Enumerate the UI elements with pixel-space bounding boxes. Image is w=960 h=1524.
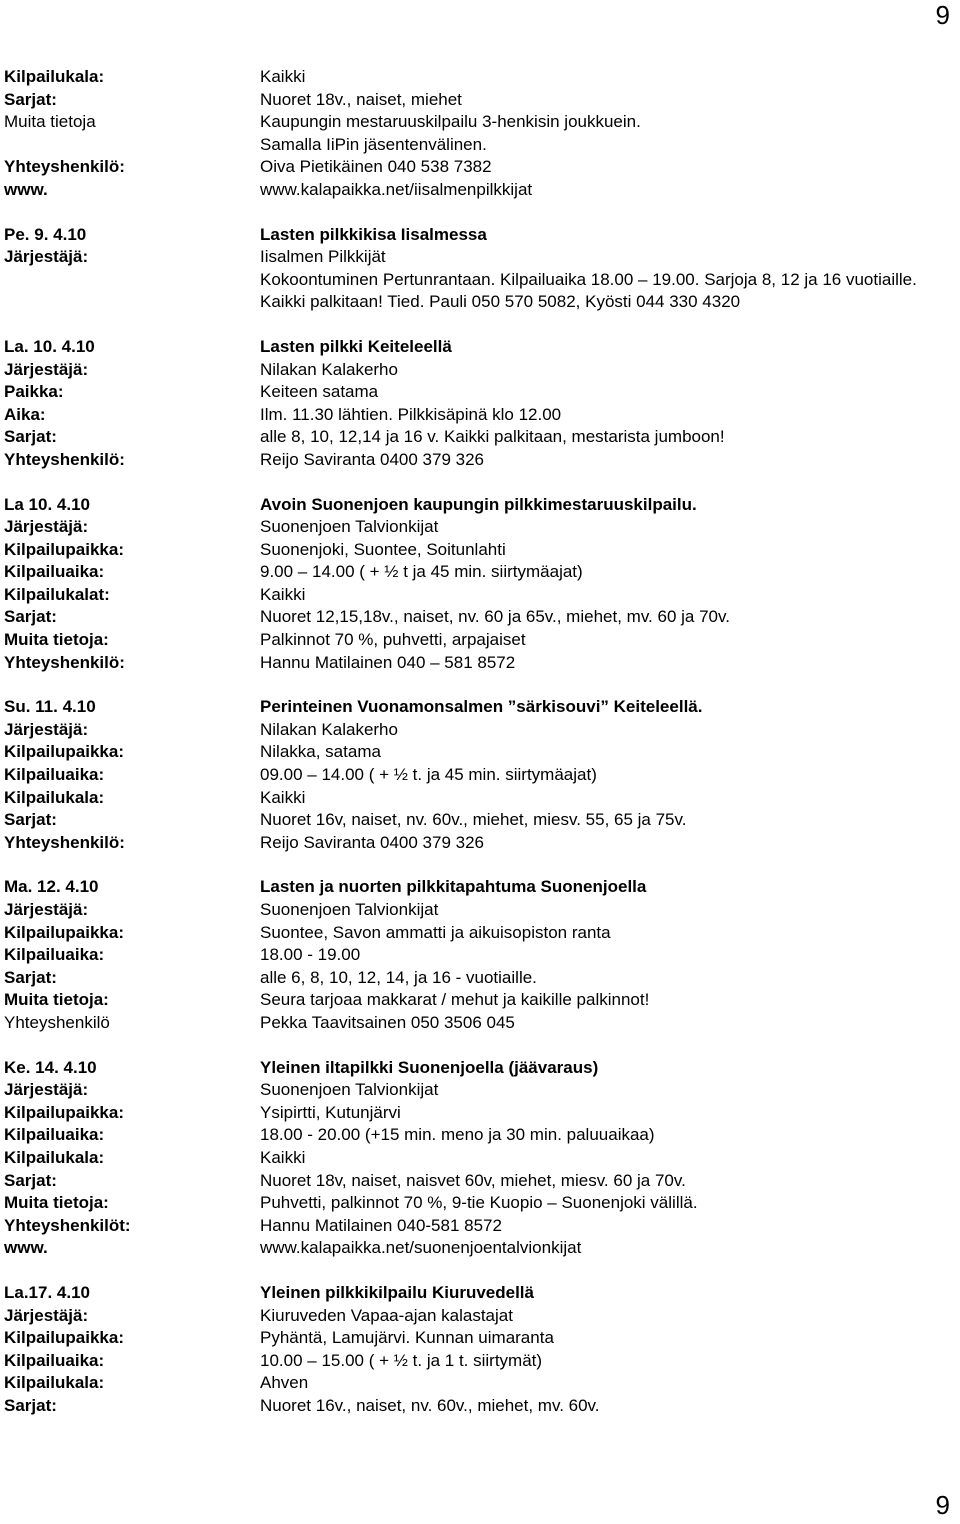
field-label: Kilpailukala: xyxy=(4,1147,105,1167)
field-value: Palkinnot 70 %, puhvetti, arpajaiset xyxy=(260,630,526,650)
event-row xyxy=(4,1395,954,1418)
event-row xyxy=(4,989,954,1012)
field-value: Pyhäntä, Lamujärvi. Kunnan uimaranta xyxy=(260,1328,554,1348)
field-value: www.kalapaikka.net/iisalmenpilkkijat xyxy=(260,179,533,199)
event-row xyxy=(4,629,954,652)
event-row xyxy=(4,764,954,787)
field-label: Yhteyshenkilö: xyxy=(4,157,125,177)
event-row xyxy=(4,359,954,382)
field-label: Yhteyshenkilö: xyxy=(4,449,125,469)
field-label: Kilpailukala: xyxy=(4,67,105,86)
event-row xyxy=(4,1079,954,1102)
field-value: 09.00 – 14.00 ( + ½ t. ja 45 min. siirtymäajat) xyxy=(260,765,597,785)
event-row xyxy=(4,787,954,810)
event-row xyxy=(4,404,954,427)
field-value: Suontee, Savon ammatti ja aikuisopiston ranta xyxy=(260,922,611,942)
event-row xyxy=(4,494,954,517)
field-label: Yhteyshenkilöt: xyxy=(4,1215,131,1235)
field-label: La. 10. 4.10 xyxy=(4,336,95,356)
event-row xyxy=(4,1305,954,1328)
field-label: Kilpailupaikka: xyxy=(4,1328,124,1348)
event-title: Lasten pilkki Keiteleellä xyxy=(260,336,452,356)
event-title: Avoin Suonenjoen kaupungin pilkkimestaruuskilpailu. xyxy=(260,494,697,514)
event-row xyxy=(4,336,954,359)
event-row xyxy=(4,606,954,629)
field-label: Sarjat: xyxy=(4,1170,57,1190)
field-value: Suonenjoen Talvionkijat xyxy=(260,900,439,919)
field-label: Muita tietoja: xyxy=(4,990,109,1010)
field-label: Ma. 12. 4.10 xyxy=(4,877,99,897)
field-value: Oiva Pietikäinen 040 538 7382 xyxy=(260,157,492,177)
event-row xyxy=(4,1012,954,1035)
field-value: Kaikki xyxy=(260,787,306,807)
field-label: Kilpailupaikka: xyxy=(4,539,124,559)
field-value: Ilm. 11.30 lähtien. Pilkkisäpinä klo 12.00 xyxy=(260,404,562,424)
event-row xyxy=(4,944,954,967)
field-value: Nilakan Kalakerho xyxy=(260,359,398,379)
field-label: Pe. 9. 4.10 xyxy=(4,224,87,244)
event-row xyxy=(4,652,954,675)
field-label: www. xyxy=(4,1238,48,1258)
field-label: Kilpailukalat: xyxy=(4,584,110,604)
field-value: Pekka Taavitsainen 050 3506 045 xyxy=(260,1012,515,1032)
event-block xyxy=(4,1057,954,1260)
field-value: Iisalmen Pilkkijät xyxy=(260,247,386,267)
field-label: Kilpailuaika: xyxy=(4,1125,105,1145)
event-row xyxy=(4,426,954,449)
field-value: Nuoret 12,15,18v., naiset, nv. 60 ja 65v., miehet, mv. 60 ja 70v. xyxy=(260,607,730,627)
field-value: 10.00 – 15.00 ( + ½ t. ja 1 t. siirtymät) xyxy=(260,1350,543,1370)
field-value: Suonenjoen Talvionkijat xyxy=(260,1080,439,1100)
field-label: Paikka: xyxy=(4,382,64,402)
event-block xyxy=(4,66,954,202)
field-label: Kilpailupaikka: xyxy=(4,1102,124,1122)
field-label: La.17. 4.10 xyxy=(4,1282,91,1302)
event-row xyxy=(4,224,954,247)
event-row xyxy=(4,922,954,945)
event-row xyxy=(4,967,954,990)
field-value: alle 8, 10, 12,14 ja 16 v. Kaikki palkitaan, mestarista jumboon! xyxy=(260,427,725,447)
field-label: Kilpailukala: xyxy=(4,1373,105,1393)
event-row xyxy=(4,539,954,562)
field-value: Reijo Saviranta 0400 379 326 xyxy=(260,832,484,852)
event-row xyxy=(4,696,954,719)
field-value: Puhvetti, palkinnot 70 %, 9-tie Kuopio – Suonenjoki välillä. xyxy=(260,1193,698,1213)
event-row xyxy=(4,719,954,742)
event-row xyxy=(4,156,954,179)
field-value: Seura tarjoaa makkarat / mehut ja kaikille palkinnot! xyxy=(260,990,650,1010)
field-value: 18.00 - 19.00 xyxy=(260,945,361,965)
field-label: Järjestäjä: xyxy=(4,1080,89,1100)
event-title: Lasten ja nuorten pilkkitapahtuma Suonenjoella xyxy=(260,877,647,897)
event-row xyxy=(4,1192,954,1215)
field-label: Yhteyshenkilö xyxy=(4,1012,110,1032)
field-label: Yhteyshenkilö: xyxy=(4,652,125,672)
event-row xyxy=(4,1170,954,1193)
field-label: Sarjat: xyxy=(4,810,57,830)
field-value: www.kalapaikka.net/suonenjoentalvionkijat xyxy=(260,1238,582,1258)
field-value: Nuoret 18v., naiset, miehet xyxy=(260,89,462,109)
event-row xyxy=(4,1237,954,1260)
event-row xyxy=(4,134,954,157)
event-row xyxy=(4,246,954,269)
field-label: Sarjat: xyxy=(4,607,57,627)
field-label: Muita tietoja: xyxy=(4,1193,109,1213)
event-row xyxy=(4,89,954,112)
event-row xyxy=(4,516,954,539)
field-label: www. xyxy=(4,179,48,199)
field-value: Hannu Matilainen 040-581 8572 xyxy=(260,1215,502,1235)
field-label: Sarjat: xyxy=(4,1395,57,1415)
field-label: Sarjat: xyxy=(4,967,57,987)
field-value: Kaikki xyxy=(260,584,306,604)
event-row xyxy=(4,741,954,764)
event-row xyxy=(4,1350,954,1373)
event-row xyxy=(4,1057,954,1080)
field-label: Muita tietoja xyxy=(4,112,96,132)
field-label xyxy=(4,134,260,157)
field-label: Kilpailuaika: xyxy=(4,945,105,965)
event-block xyxy=(4,1282,954,1418)
field-label xyxy=(4,269,260,314)
field-label: Kilpailupaikka: xyxy=(4,742,124,762)
page-number-top: 9 xyxy=(935,0,950,30)
event-row xyxy=(4,1102,954,1125)
field-label: Järjestäjä: xyxy=(4,1305,89,1325)
field-label: Sarjat: xyxy=(4,427,57,447)
field-value: 9.00 – 14.00 ( + ½ t ja 45 min. siirtymäajat) xyxy=(260,562,583,582)
field-value: Hannu Matilainen 040 – 581 8572 xyxy=(260,652,516,672)
field-label: Kilpailupaikka: xyxy=(4,922,124,942)
field-label: Järjestäjä: xyxy=(4,719,89,739)
event-row xyxy=(4,1215,954,1238)
event-row xyxy=(4,832,954,855)
event-row xyxy=(4,1372,954,1395)
event-title: Perinteinen Vuonamonsalmen ”särkisouvi” Keiteleellä. xyxy=(260,697,703,717)
event-row xyxy=(4,66,954,89)
field-value: Kaikki xyxy=(260,67,306,86)
event-row xyxy=(4,584,954,607)
field-label: Järjestäjä: xyxy=(4,247,89,267)
event-block xyxy=(4,494,954,675)
field-value: Ysipirtti, Kutunjärvi xyxy=(260,1102,401,1122)
event-title: Yleinen iltapilkki Suonenjoella (jäävaraus) xyxy=(260,1057,599,1077)
field-label: Aika: xyxy=(4,404,46,424)
field-label: Muita tietoja: xyxy=(4,630,109,650)
event-row xyxy=(4,1282,954,1305)
field-value: Kokoontuminen Pertunrantaan. Kilpailuaika 18.00 – 19.00. Sarjoja 8, 12 ja 16 vuotiaille. Kaikki palkitaan! Tied. Pauli 050 570 5082, Kyösti 044 330 4320 xyxy=(260,269,917,312)
event-block xyxy=(4,224,954,314)
field-value: Kiuruveden Vapaa-ajan kalastajat xyxy=(260,1305,513,1325)
field-label: Kilpailuaika: xyxy=(4,562,105,582)
event-block xyxy=(4,336,954,472)
field-label: Kilpailuaika: xyxy=(4,765,105,785)
field-label: Su. 11. 4.10 xyxy=(4,697,96,717)
event-row xyxy=(4,449,954,472)
event-row xyxy=(4,111,954,134)
event-row xyxy=(4,1327,954,1350)
field-value: Nilakka, satama xyxy=(260,742,381,762)
field-value: Nilakan Kalakerho xyxy=(260,719,398,739)
event-row xyxy=(4,1124,954,1147)
field-label: La 10. 4.10 xyxy=(4,494,91,514)
event-list xyxy=(4,66,954,1439)
event-row xyxy=(4,269,954,314)
field-label: Yhteyshenkilö: xyxy=(4,832,125,852)
field-value: Kaikki xyxy=(260,1147,306,1167)
field-value: Nuoret 18v, naiset, naisvet 60v, miehet, miesv. 60 ja 70v. xyxy=(260,1170,686,1190)
field-value: Kaupungin mestaruuskilpailu 3-henkisin joukkuein. xyxy=(260,112,641,132)
event-block xyxy=(4,876,954,1034)
event-row xyxy=(4,561,954,584)
field-label: Kilpailukala: xyxy=(4,787,105,807)
field-value: Reijo Saviranta 0400 379 326 xyxy=(260,449,484,469)
event-title: Yleinen pilkkikilpailu Kiuruvedellä xyxy=(260,1282,534,1302)
field-label: Kilpailuaika: xyxy=(4,1350,105,1370)
event-row xyxy=(4,1147,954,1170)
field-value: Nuoret 16v., naiset, nv. 60v., miehet, mv. 60v. xyxy=(260,1395,600,1415)
event-row xyxy=(4,876,954,899)
field-value: alle 6, 8, 10, 12, 14, ja 16 - vuotiaille. xyxy=(260,967,537,987)
field-value: Suonenjoen Talvionkijat xyxy=(260,517,439,537)
field-label: Ke. 14. 4.10 xyxy=(4,1057,97,1077)
event-block xyxy=(4,696,954,854)
field-label: Järjestäjä: xyxy=(4,517,89,537)
field-value: Ahven xyxy=(260,1373,309,1393)
field-label: Järjestäjä: xyxy=(4,900,89,919)
event-row xyxy=(4,179,954,202)
event-row xyxy=(4,381,954,404)
page-number-bottom: 9 xyxy=(935,1490,950,1520)
event-row xyxy=(4,899,954,922)
field-label: Sarjat: xyxy=(4,89,57,109)
event-title: Lasten pilkkikisa Iisalmessa xyxy=(260,224,487,244)
field-value: Samalla IiPin jäsentenvälinen. xyxy=(260,134,487,154)
field-value: 18.00 - 20.00 (+15 min. meno ja 30 min. paluuaikaa) xyxy=(260,1125,655,1145)
field-value: Suonenjoki, Suontee, Soitunlahti xyxy=(260,539,506,559)
event-row xyxy=(4,809,954,832)
field-label: Järjestäjä: xyxy=(4,359,89,379)
field-value: Nuoret 16v, naiset, nv. 60v., miehet, miesv. 55, 65 ja 75v. xyxy=(260,810,687,830)
field-value: Keiteen satama xyxy=(260,382,379,402)
